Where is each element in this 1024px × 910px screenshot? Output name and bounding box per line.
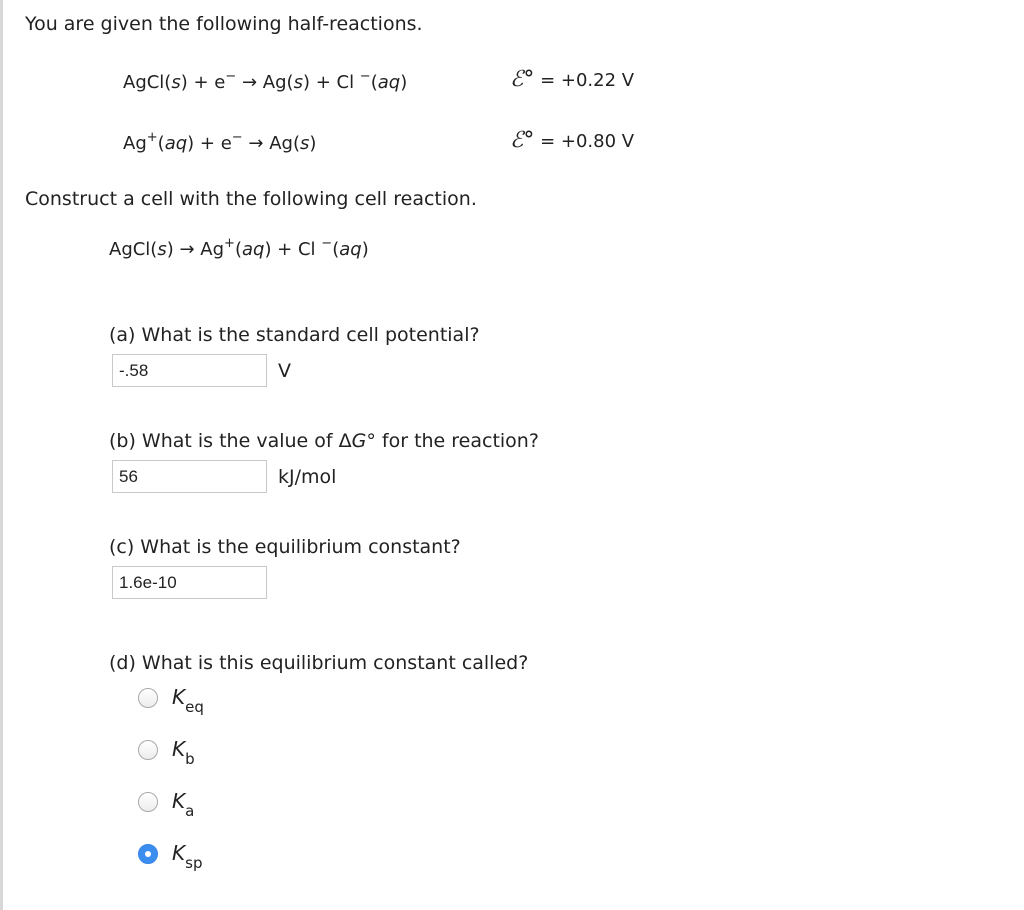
construct-text: Construct a cell with the following cell reaction. [25, 188, 477, 210]
emf-symbol: ℰ° [510, 67, 535, 92]
equilibrium-constant-input[interactable]: 1.6e-10 [112, 566, 267, 599]
half-reaction-1: AgCl(s) + e− → Ag(s) + Cl −(aq) [123, 69, 408, 93]
option-keq-label: $K_{eq}$ [172, 685, 204, 716]
option-ksp-label: $K_{sp}$ [172, 841, 203, 872]
delta-g-unit: kJ/mol [278, 466, 337, 488]
intro-text: You are given the following half-reactions. [25, 13, 423, 35]
half-reaction-2: Ag+(aq) + e− → Ag(s) [123, 130, 317, 154]
left-border [0, 0, 3, 910]
question-d-label: (d) What is this equilibrium constant called? [109, 652, 529, 674]
cell-reaction: AgCl(s) → Ag+(aq) + Cl −(aq) [109, 236, 369, 260]
emf-symbol: ℰ° [510, 128, 535, 153]
cell-potential-unit: V [278, 360, 291, 382]
question-a-label: (a) What is the standard cell potential? [109, 324, 480, 346]
cell-potential-input[interactable]: -.58 [112, 354, 267, 387]
option-kb-label: $K_b$ [172, 737, 195, 768]
standard-potential-2: ℰ° = +0.80 V [510, 128, 635, 153]
question-c-label: (c) What is the equilibrium constant? [109, 536, 461, 558]
radio-ka[interactable] [138, 792, 158, 812]
radio-kb[interactable] [138, 740, 158, 760]
option-ka-label: $K_a$ [172, 789, 195, 820]
delta-g-input[interactable]: 56 [112, 460, 267, 493]
radio-keq[interactable] [138, 688, 158, 708]
question-b-label: (b) What is the value of ΔG° for the reaction? [109, 430, 539, 452]
standard-potential-1: ℰ° = +0.22 V [510, 67, 635, 92]
radio-ksp[interactable] [138, 844, 158, 864]
